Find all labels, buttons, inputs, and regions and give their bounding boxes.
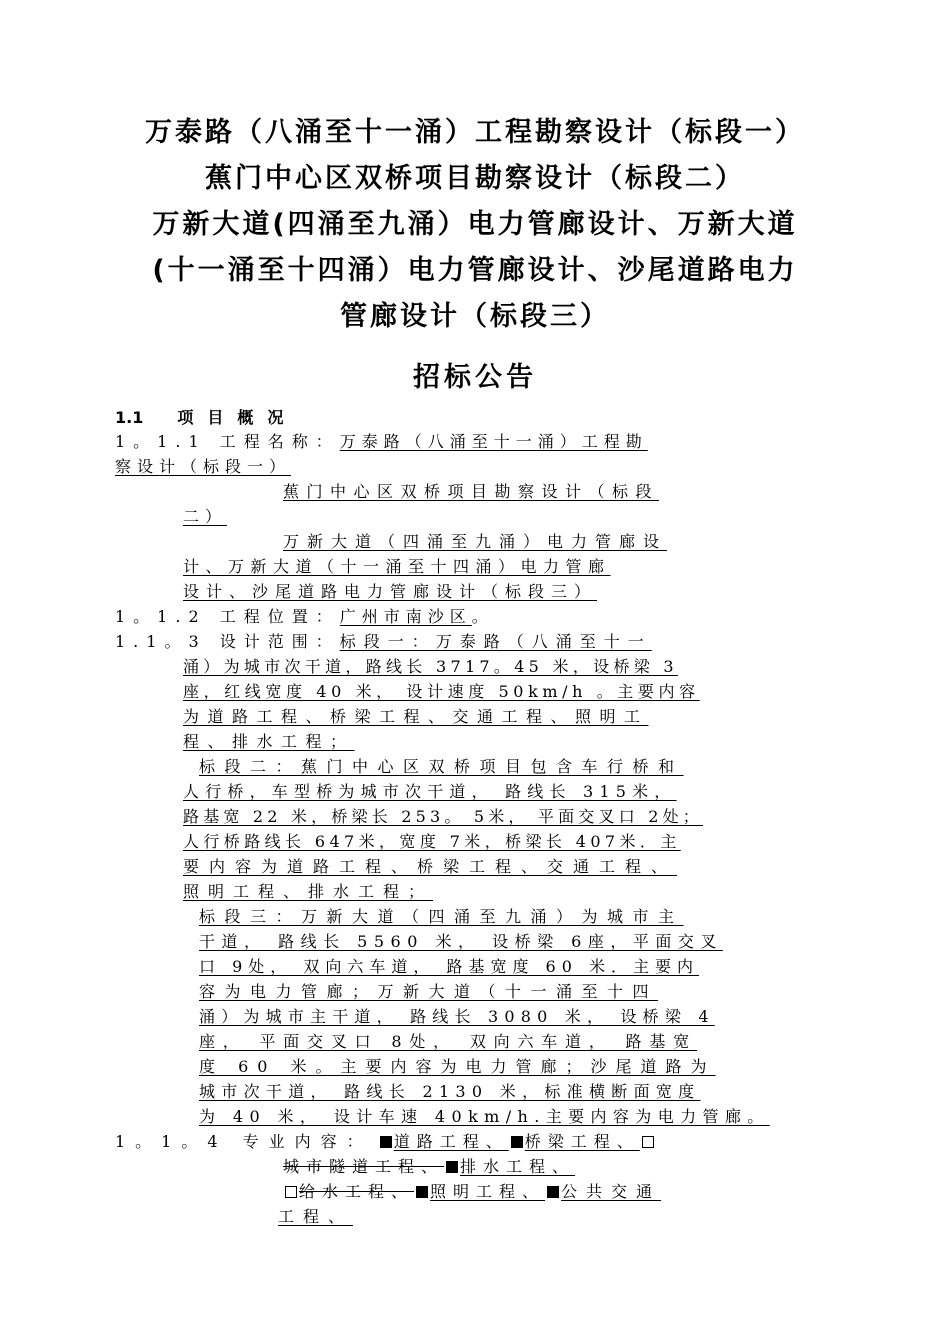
scope-line-6: 标段二：蕉门中心区双桥项目包含车行桥和 — [199, 757, 684, 776]
scope-line-12: 标段三：万新大道（四涌至九涌）为城市主 — [199, 907, 684, 926]
scope-line-4: 为道路工程、桥梁工程、交通工程、照明工 — [183, 707, 649, 726]
scope-line-8: 路基宽 22 米，桥梁长 253。 5米， 平面交叉口 2处； — [183, 807, 703, 826]
name-line-1: 万泰路（八涌至十一涌）工程勘 — [339, 432, 648, 451]
scope-line-5: 程、排水工程； — [183, 732, 355, 751]
prof-item-tunnel: 城市隧道工程、 — [283, 1157, 445, 1176]
title-line-3: 万新大道(四涌至九涌）电力管廊设计、万新大道 — [152, 209, 798, 240]
scope-line-9: 人行桥路线长 647米，宽度 7米，桥梁长 407米．主 — [183, 832, 681, 851]
title-line-2: 蕉门中心区双桥项目勘察设计（标段二） — [205, 163, 745, 194]
scope-line-10: 要内容为道路工程、桥梁工程、交通工程、 — [183, 857, 678, 876]
prof-row-2 — [283, 1155, 575, 1179]
scope-row — [115, 630, 652, 654]
location-label: 1。1.2 工程位置： — [115, 607, 340, 626]
scope-line-20: 为 40 米， 设计车速 40km/h.主要内容为电力管廊。 — [199, 1107, 770, 1126]
scope-line-7: 人行桥，车型桥为城市次干道， 路线长 315米， — [183, 782, 677, 801]
scope-line-13: 干道， 路线长 5560 米， 设桥梁 6座，平面交叉 — [199, 932, 723, 951]
scope-line-17: 座， 平面交叉口 8处， 双向六车道， 路基宽 — [199, 1032, 697, 1051]
checked-box-icon — [380, 1136, 392, 1148]
checked-box-icon — [446, 1161, 458, 1173]
scope-line-14: 口 9处， 双向六车道， 路基宽度 60 米．主要内 — [199, 957, 699, 976]
name-line-6: 计、万新大道（十一涌至十四涌）电力管廊 — [183, 557, 611, 576]
name-line-3: 蕉门中心区双桥项目勘察设计（标段 — [283, 482, 660, 501]
scope-line-18: 度 60 米。主要内容为电力管廊；沙尾道路为 — [199, 1057, 716, 1076]
checked-box-icon — [511, 1136, 523, 1148]
prof-item-transit-cont: 工程、 — [278, 1207, 354, 1226]
scope-line-11: 照明工程、排水工程； — [183, 882, 434, 901]
prof-item-road: 道路工程、 — [393, 1132, 509, 1151]
name-label: 1。1.1 工程名称： — [115, 432, 340, 451]
name-row — [115, 430, 648, 454]
scope-line-19: 城市次干道， 路线长 2130 米，标准横断面宽度 — [199, 1082, 701, 1101]
title-line-1: 万泰路（八涌至十一涌）工程勘察设计（标段一） — [145, 117, 805, 148]
location-value: 广州市南沙区 — [339, 607, 472, 626]
title-line-4: (十一涌至十四涌）电力管廊设计、沙尾道路电力 — [152, 255, 798, 286]
scope-line-15: 容为电力管廊；万新大道（十一涌至十四 — [199, 982, 659, 1001]
prof-row-3 — [283, 1180, 661, 1204]
name-line-4: 二） — [183, 507, 228, 526]
checked-box-icon — [547, 1186, 559, 1198]
location-row — [115, 605, 488, 629]
prof-item-lighting: 照明工程、 — [430, 1182, 546, 1201]
title-line-5: 管廊设计（标段三） — [340, 301, 610, 332]
section-heading — [115, 405, 297, 428]
prof-label: 1。1。4 专业内容： — [115, 1132, 373, 1151]
prof-item-drainage: 排水工程、 — [460, 1157, 576, 1176]
prof-item-transit: 公共交通 — [561, 1182, 662, 1201]
section-label: 项目概况 — [177, 408, 298, 427]
unchecked-box-icon — [642, 1136, 654, 1148]
location-suffix: 。 — [471, 607, 488, 626]
section-number: 1.1 — [115, 408, 144, 427]
document-titles — [100, 110, 850, 340]
scope-label: 1.1。3 设计范围： — [115, 632, 340, 651]
prof-item-bridge: 桥梁工程、 — [524, 1132, 640, 1151]
name-line-2: 察设计（标段一） — [115, 457, 292, 476]
scope-line-16: 涌）为城市主干道， 路线长 3080 米， 设桥梁 4 — [199, 1007, 715, 1026]
announcement-title: 招标公告 — [413, 362, 537, 393]
name-line-7: 设计、沙尾道路电力管廊设计（标段三） — [183, 582, 598, 601]
prof-item-water: 给水工程、 — [299, 1182, 415, 1201]
scope-line-3: 座，红线宽度 40 米， 设计速度 50km/h 。主要内容 — [183, 682, 700, 701]
prof-row — [115, 1130, 656, 1154]
name-line-5: 万新大道（四涌至九涌）电力管廊设 — [283, 532, 668, 551]
scope-line-1: 标段一：万泰路（八涌至十一 — [339, 632, 652, 651]
checked-box-icon — [416, 1186, 428, 1198]
unchecked-box-icon — [285, 1186, 297, 1198]
scope-line-2: 涌）为城市次干道，路线长 3717。45 米，设桥梁 3 — [183, 657, 678, 676]
